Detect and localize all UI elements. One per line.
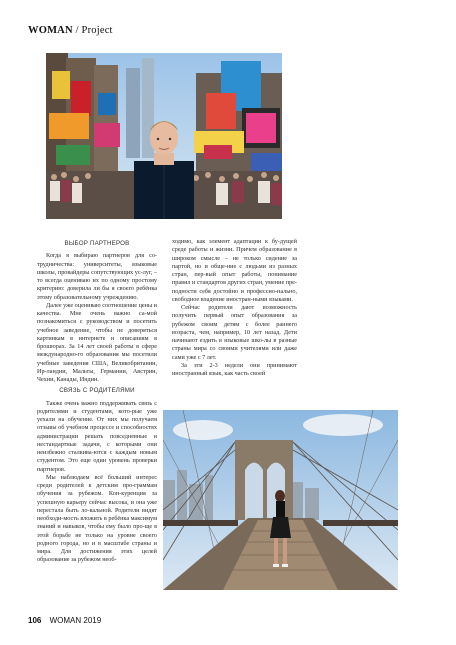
page-header [28, 25, 113, 36]
brooklyn-bridge-photo [163, 410, 398, 590]
header-separator: / [75, 25, 82, 36]
page-footer [28, 616, 101, 625]
paragraph: Сейчас родители дают возможность получить первый опыт образования за рубежом своим детям с более раннего возраста, чем, например, 10 лет назад. Дети начинают ездить в языковые шко-лы в разные страны мира со своими учителями или даже сами уже с 7 лет. [172, 304, 297, 361]
times-square-photo [46, 53, 282, 219]
paragraph: ходимо, как элемент адаптации к бу-дущей среде работы и жизни. Причем образование в широком смысле – не только сидение за партой, но и обще-ние с людьми из разных стран, пер-вый опыт работы, понимание правил и стандартов других стран, умение пре-подности себя достойно и профессио-нально, свободное владение иностран-ными языками. [172, 238, 297, 303]
magazine-title: WOMAN 2019 [49, 616, 102, 625]
paragraph: Мы наблюдаем всё больший интерес среди родителей к детским про-граммам обучения за рубежом. Кон-куренция за успешную карьеру сейчас высока, и она уже перестала быть ло-кальной. Родители видят необходи-мость вложить в ребёнка максимум знаний и навыков, чтобы ему было про-ще в этой борьбе не только на уровне своего родного города, но и в масштабе страны и мира. Для достижения этих целей образование за рубежом необ- [37, 473, 157, 564]
paragraph: Далее уже оцениваю соотношение цены и качества. Мне очень важно са-мой познакомиться с руководством и посетить учебное заведение, чтобы не доверяться картинкам в интернете и описаниям в брошюрах. За 14 лет своей работы в сфере международно-го образования мы посетили учебные заведения США, Великобритании, Ир-ландии, Мальты, Германии, Австрии, Чехии, Канады, Индии. [37, 301, 157, 383]
header-section: Project [81, 25, 113, 36]
right-column [172, 238, 297, 378]
header-brand: WOMAN [28, 25, 73, 36]
paragraph: За эти 2-3 недели они принимают иностранный язык, как часть своей [172, 361, 297, 377]
heading-partners: ВЫБОР ПАРТНЕРОВ [64, 240, 130, 247]
left-column [37, 238, 157, 565]
paragraph: Также очень важно поддерживать связь с родителями и студентами, кото-рые уже уехали на обучение. От них мы получаем отзывы об учебном процессе и способностях администрации решать повседневные и нестандартные задачи, с которыми они неизбежно сталкива-ются с каждым новым студентом. Это еще один уровень проверки партнеров. [37, 399, 157, 473]
paragraph: Когда я выбираю партнеров для со-трудничества: университеты, языковые школы, провайдеры сопутствующих ус-луг, – то всегда оцениваю их по одному простому критерию: доверила ли бы я своего ребёнка этому образовательному учреждению. [37, 252, 157, 301]
heading-parents: СВЯЗЬ С РОДИТЕЛЯМИ [59, 387, 135, 395]
page-number: 106 [28, 616, 42, 625]
